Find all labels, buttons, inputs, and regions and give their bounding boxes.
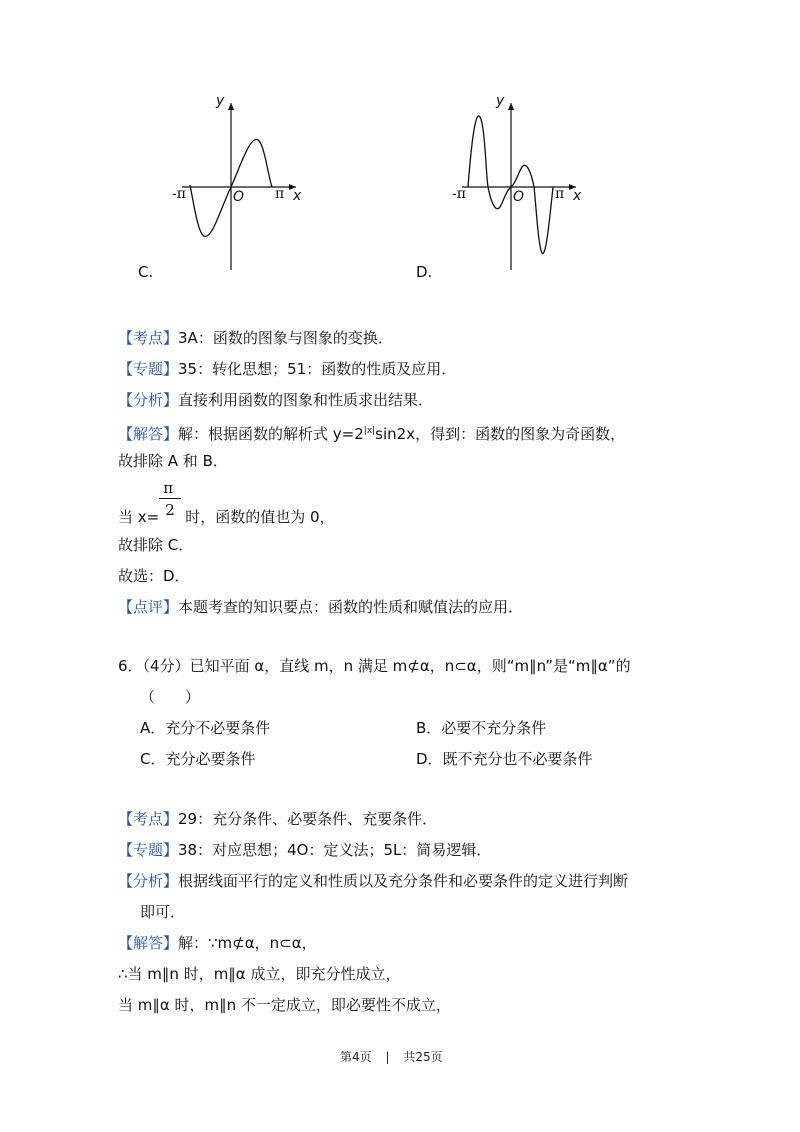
q5-when-pre: 当 x= xyxy=(118,508,160,526)
graph-c-pi-label: π xyxy=(275,186,285,202)
q5-fenxi-text: 直接利用函数的图象和性质求出结果． xyxy=(178,391,434,409)
q6-zhuanti-text: 38：对应思想；4O：定义法；5L：简易逻辑． xyxy=(178,841,492,859)
graph-c-origin-label: O xyxy=(233,189,245,205)
q5-dianping xyxy=(118,597,523,617)
q5-jieda-post: sin2x，得到：函数的图象为奇函数， xyxy=(375,425,626,443)
graph-d-x-label: x xyxy=(573,188,582,204)
q6-jieda-tag: 【解答】 xyxy=(118,934,179,952)
graph-d-pi-label: π xyxy=(555,186,565,202)
q5-choose: 故选：D． xyxy=(118,567,190,585)
graph-c-x-label: x xyxy=(293,188,302,204)
q5-kaodian-text: 3A：函数的图象与图象的变换． xyxy=(178,329,393,347)
q6-zhuanti-tag: 【专题】 xyxy=(118,841,179,859)
q5-when-post: 时，函数的值也为 0， xyxy=(185,508,335,526)
q5-jieda-pre: 解：根据函数的解析式 y=2 xyxy=(178,425,364,443)
q5-jieda xyxy=(118,421,625,444)
graph-d-origin-label: O xyxy=(513,189,525,205)
q6-kaodian-tag: 【考点】 xyxy=(118,810,179,828)
q5-kaodian xyxy=(118,328,393,348)
graph-c xyxy=(160,95,310,275)
footer-page: 第4页 xyxy=(340,1050,372,1064)
q6-option-b: B．必要不充分条件 xyxy=(416,719,547,737)
q6-option-c: C．充分必要条件 xyxy=(140,750,256,768)
q5-exclude-ab: 故排除 A 和 B． xyxy=(118,452,228,470)
q5-fraction xyxy=(159,479,185,522)
graph-d-option-label: D. xyxy=(416,263,433,281)
q6-fenxi-text: 根据线面平行的定义和性质以及充分条件和必要条件的定义进行判断 xyxy=(178,872,629,890)
graph-d-neg-pi-label: -π xyxy=(452,186,466,202)
q5-zhuanti-tag: 【专题】 xyxy=(118,360,179,378)
q6-option-a: A．充分不必要条件 xyxy=(140,719,271,737)
q6-kaodian-text: 29：充分条件、必要条件、充要条件． xyxy=(178,810,438,828)
q6-fenxi-tag: 【分析】 xyxy=(118,872,179,890)
q5-frac-den: 2 xyxy=(165,501,175,519)
graph-d xyxy=(440,95,590,275)
graph-d-plot xyxy=(440,95,590,275)
footer-total: 共25页 xyxy=(403,1050,443,1064)
q6-line2: 当 m∥α 时，m∥n 不一定成立，即必要性不成立， xyxy=(118,996,451,1014)
graph-c-option-label: C. xyxy=(138,263,154,281)
q5-jieda-tag: 【解答】 xyxy=(118,425,179,443)
q6-stem: 6．（4分）已知平面 α，直线 m，n 满足 m⊄α，n⊂α，则“m∥n”是“m∥α”的 xyxy=(118,657,631,675)
page-footer xyxy=(340,1048,443,1065)
q5-jieda-exponent: |x| xyxy=(363,426,376,436)
graph-c-plot xyxy=(160,95,310,275)
q6-line1: ∴当 m∥n 时，m∥α 成立，即充分性成立， xyxy=(118,965,401,983)
q6-zhuanti xyxy=(118,840,491,860)
q5-frac-bar xyxy=(159,498,181,499)
q5-zhuanti-text: 35：转化思想；51：函数的性质及应用． xyxy=(178,360,457,378)
graph-c-neg-pi-label: -π xyxy=(172,186,186,202)
q6-kaodian xyxy=(118,809,437,829)
q5-fenxi xyxy=(118,390,433,410)
q6-paren: （ ） xyxy=(140,688,201,706)
q5-when-line xyxy=(118,479,335,527)
q5-dianping-text: 本题考查的知识要点：函数的性质和赋值法的应用． xyxy=(178,598,524,616)
q5-dianping-tag: 【点评】 xyxy=(118,598,179,616)
footer-sep: | xyxy=(385,1050,390,1064)
q6-jieda xyxy=(118,933,317,953)
q5-zhuanti xyxy=(118,359,456,379)
q6-jieda-text: 解：∵m⊄α，n⊂α， xyxy=(178,934,317,952)
q5-fenxi-tag: 【分析】 xyxy=(118,391,179,409)
graph-d-y-label: y xyxy=(496,93,505,109)
q5-frac-num: π xyxy=(163,479,174,497)
q6-fenxi-cont: 即可． xyxy=(140,903,186,921)
q6-option-d: D．既不充分也不必要条件 xyxy=(416,750,593,768)
graph-c-y-label: y xyxy=(216,93,225,109)
q6-fenxi xyxy=(118,871,628,891)
q5-exclude-c: 故排除 C． xyxy=(118,536,194,554)
q5-kaodian-tag: 【考点】 xyxy=(118,329,179,347)
